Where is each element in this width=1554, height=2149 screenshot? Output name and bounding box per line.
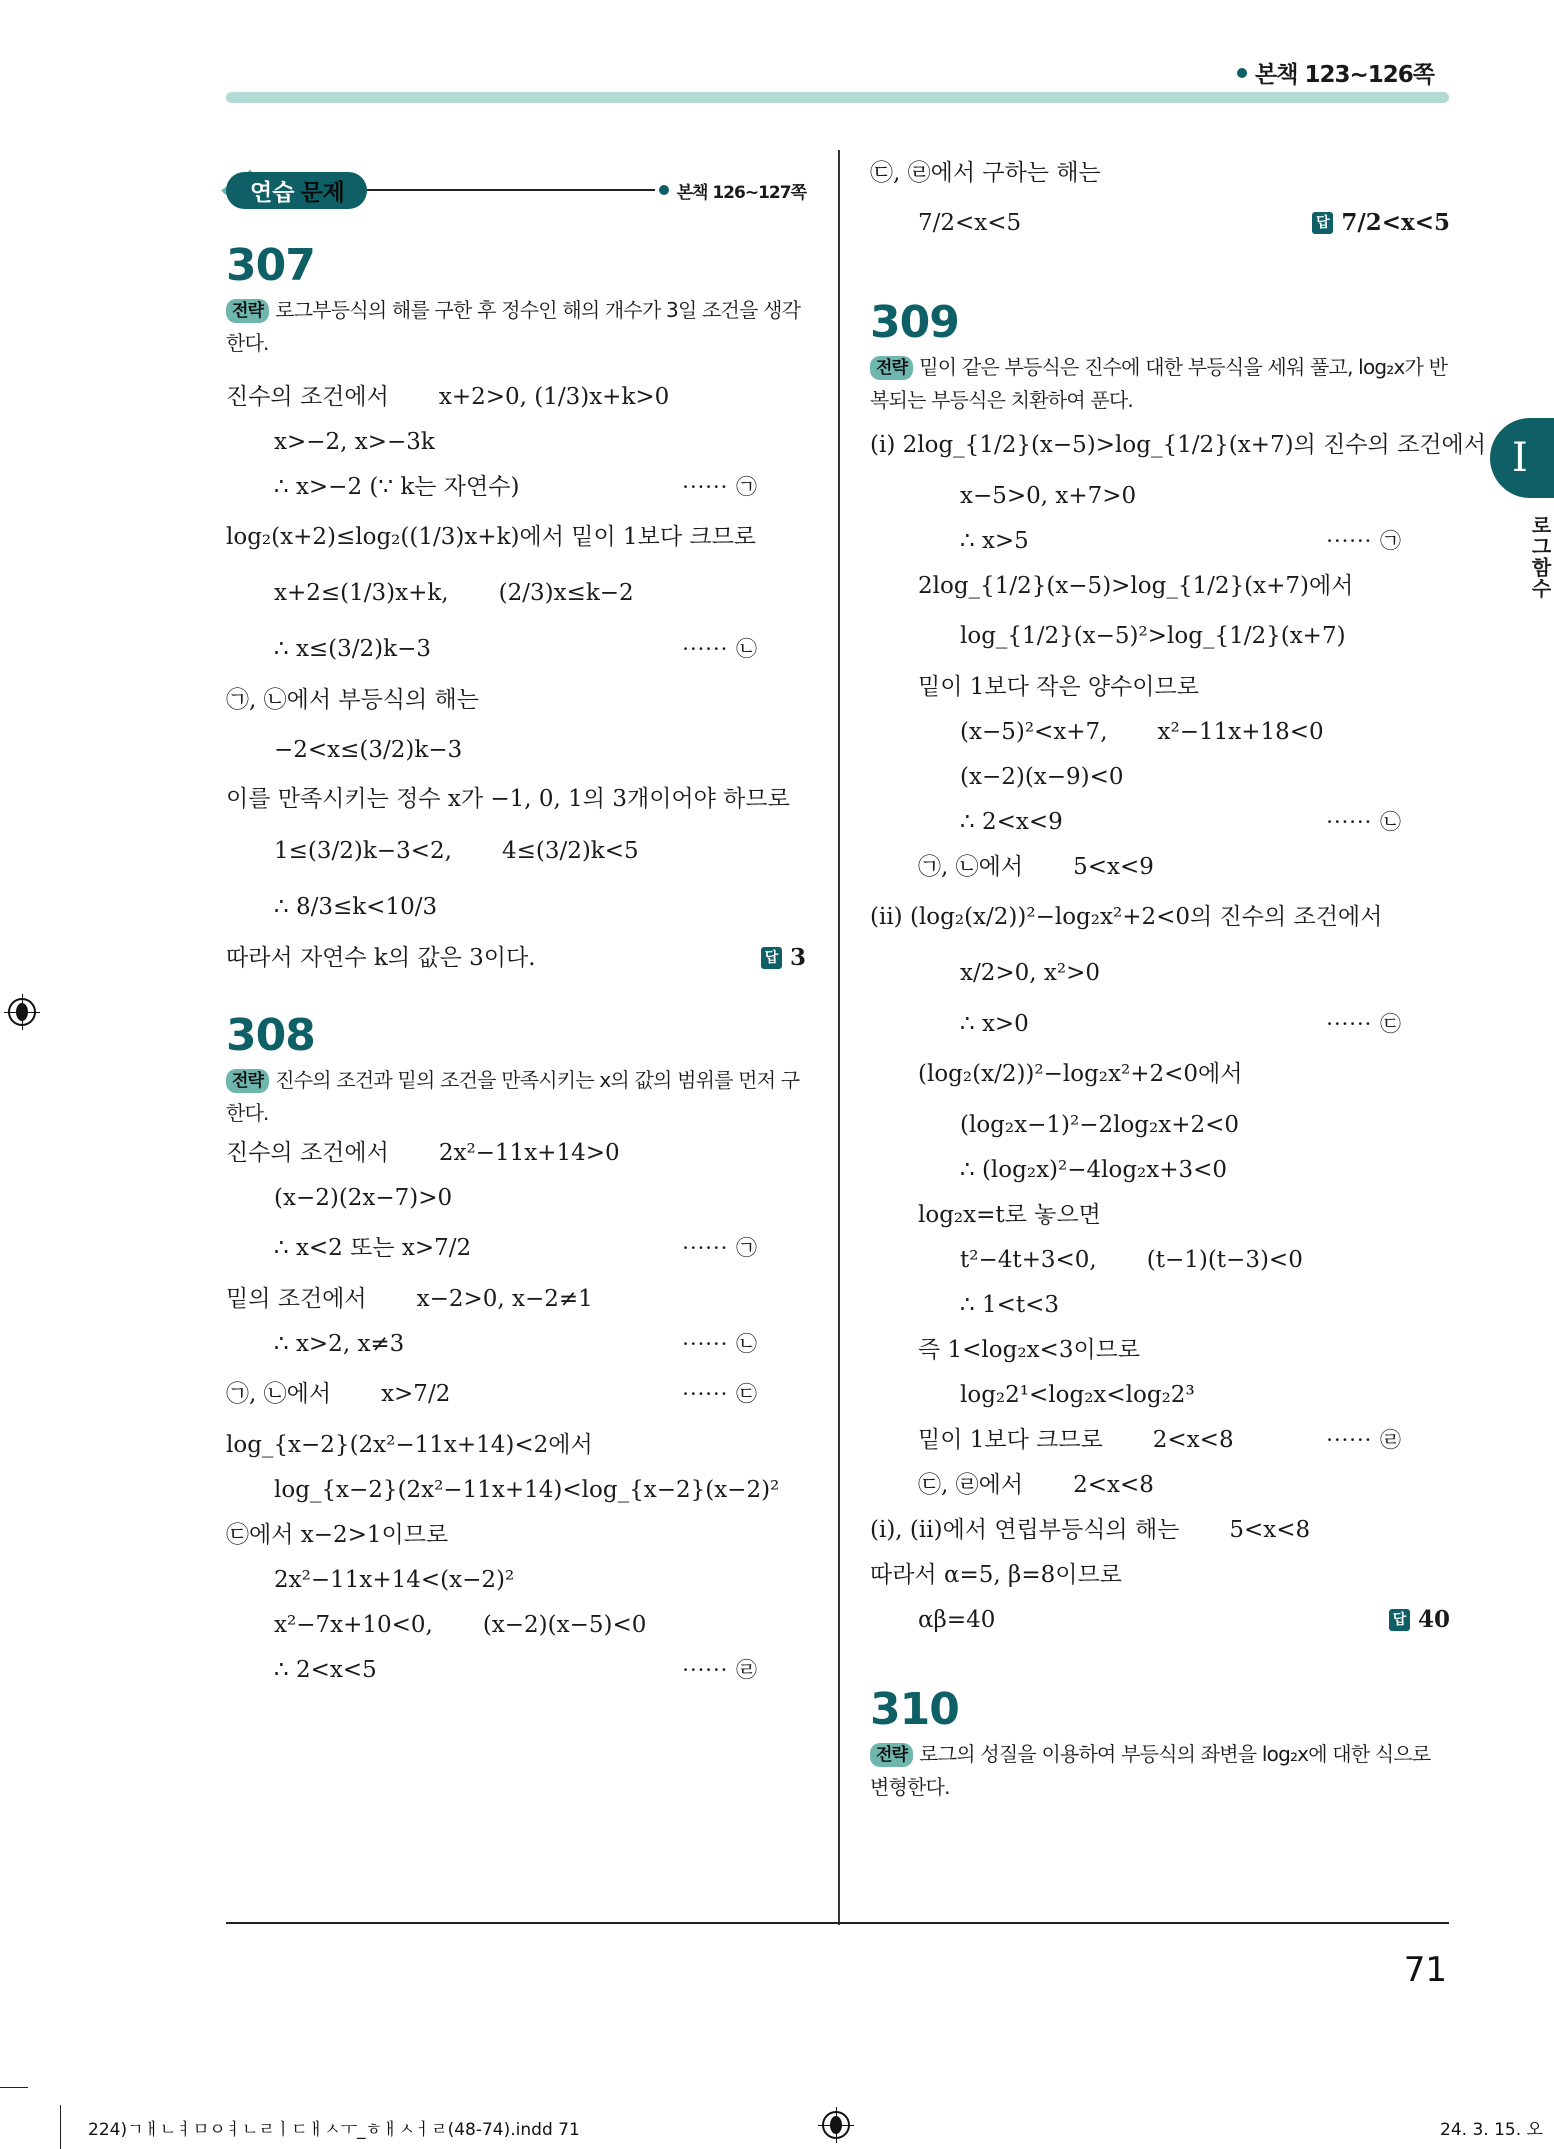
answer: 답 40: [1389, 1606, 1450, 1634]
solution-line: ㉠, ㉡에서 5<x<9: [918, 853, 1154, 880]
solution-line: 진수의 조건에서 2x²−11x+14>0: [226, 1139, 620, 1166]
solution-line: log_{x−2}(2x²−11x+14)<log_{x−2}(x−2)²: [274, 1476, 780, 1503]
solution-line: ∴ x>2, x≠3 ······ ㉡: [274, 1330, 758, 1357]
left-column: [226, 170, 806, 1692]
chapter-tab: [1490, 418, 1554, 498]
equation-marker: ······ ㉢: [1326, 1011, 1402, 1036]
problem-number: 309: [870, 297, 959, 348]
header-reference-text: 본책 123~126쪽: [1255, 62, 1434, 88]
section-banner: [226, 170, 806, 210]
solution-line: −2<x≤(3/2)k−3: [274, 737, 463, 763]
solution-line: 진수의 조건에서 x+2>0, (1/3)x+k>0: [226, 383, 670, 410]
problem-number: 310: [870, 1684, 959, 1735]
registration-mark-icon: [822, 2111, 850, 2139]
strategy-note: 전략 로그부등식의 해를 구한 후 정수인 해의 개수가 3일 조건을 생각한다.: [226, 298, 801, 355]
column-divider: [838, 150, 840, 1925]
solution-line: 즉 1<log₂x<3이므로: [918, 1336, 1141, 1363]
solution-line: (ii) (log₂(x/2))²−log₂x²+2<0의 진수의 조건에서: [870, 904, 1383, 930]
bullet-dot-icon: [659, 185, 669, 195]
solution-line: (x−2)(2x−7)>0: [274, 1184, 453, 1211]
strategy-tag: 전략: [870, 356, 913, 380]
strategy-note: 전략 진수의 조건과 밑의 조건을 만족시키는 x의 값의 범위를 먼저 구한다.: [226, 1068, 800, 1125]
solution-line: (x−2)(x−9)<0: [960, 763, 1124, 790]
bottom-rule: [226, 1922, 1449, 1924]
solution-line: (log₂x−1)²−2log₂x+2<0: [960, 1111, 1240, 1138]
solution-line: log_{1/2}(x−5)²>log_{1/2}(x+7): [960, 623, 1346, 649]
solution-line: ㉢에서 x−2>1이므로: [226, 1521, 449, 1548]
header-book-reference: [1237, 56, 1434, 89]
footer-filename: 224)ㄱㅐㄴㅕㅁㅇㅕㄴㄹㅣㄷㅐㅅㅜ_ㅎㅐㅅㅓㄹ(48-74).indd 71: [88, 2120, 580, 2140]
crop-mark: [60, 2105, 61, 2149]
solution-line: ㉢, ㉣에서 구하는 해는: [870, 159, 1101, 186]
equation-marker: ······ ㉣: [682, 1657, 758, 1682]
answer-badge: 답: [1312, 212, 1333, 234]
solution-line: x/2>0, x²>0: [960, 960, 1100, 986]
equation-marker: ······ ㉢: [682, 1382, 758, 1406]
chapter-numeral: I: [1512, 435, 1528, 481]
solution-line: αβ=40 답 40: [918, 1605, 1450, 1633]
solution-line: x>−2, x>−3k: [274, 428, 435, 455]
equation-marker: ······ ㉡: [682, 1331, 758, 1356]
solution-line: 2x²−11x+14<(x−2)²: [274, 1566, 515, 1593]
right-column: [870, 150, 1486, 1804]
section-title: 연습 문제: [226, 172, 367, 209]
equation-marker: ······ ㉠: [682, 1236, 758, 1260]
solution-line: x+2≤(1/3)x+k, (2/3)x≤k−2: [274, 580, 634, 606]
solution-line: 밑이 1보다 작은 양수이므로: [918, 673, 1199, 700]
solution-line: 이를 만족시키는 정수 x가 −1, 0, 1의 3개이어야 하므로: [226, 786, 790, 812]
answer-badge: 답: [761, 947, 782, 969]
solution-line: ∴ x<2 또는 x>7/2 ······ ㉠: [274, 1235, 758, 1261]
solution-line: 밑의 조건에서 x−2>0, x−2≠1: [226, 1285, 593, 1312]
strategy-tag: 전략: [226, 1069, 269, 1093]
solution-line: ∴ x>−2 (∵ k는 자연수) ······ ㉠: [274, 473, 758, 500]
answer: 답 7/2<x<5: [1312, 209, 1450, 237]
solution-line: log_{x−2}(2x²−11x+14)<2에서: [226, 1431, 593, 1458]
strategy-tag: 전략: [226, 299, 269, 323]
equation-marker: ······ ㉠: [1326, 528, 1402, 553]
problem-number: 307: [226, 240, 315, 291]
chapter-label: 로그함수: [1528, 515, 1552, 599]
solution-line: ∴ 8/3≤k<10/3: [274, 894, 438, 920]
solution-line: ㉠, ㉡에서 부등식의 해는: [226, 686, 479, 713]
answer-badge: 답: [1389, 1609, 1410, 1631]
solution-line: (i) 2log_{1/2}(x−5)>log_{1/2}(x+7)의 진수의 조건에서: [870, 432, 1486, 458]
solution-line: 밑이 1보다 크므로 2<x<8 ······ ㉣: [918, 1426, 1402, 1453]
strategy-note: 전략 로그의 성질을 이용하여 부등식의 좌변을 log₂x에 대한 식으로 변형한다.: [870, 1742, 1431, 1799]
solution-line: ∴ 1<t<3: [960, 1291, 1059, 1318]
section-reference: 본책 126~127쪽: [655, 178, 806, 203]
equation-marker: ······ ㉡: [1326, 809, 1402, 834]
strategy-tag: 전략: [870, 1743, 913, 1767]
solution-line: 1≤(3/2)k−3<2, 4≤(3/2)k<5: [274, 838, 639, 864]
solution-line: ∴ 2<x<5 ······ ㉣: [274, 1656, 758, 1683]
solution-line: ∴ 2<x<9 ······ ㉡: [960, 808, 1402, 835]
solution-line: ∴ x>5 ······ ㉠: [960, 527, 1402, 554]
page-number: 71: [1403, 1950, 1447, 1990]
solution-line: ∴ x>0 ······ ㉢: [960, 1010, 1402, 1037]
bullet-dot-icon: [1237, 68, 1247, 78]
answer: 답 3: [761, 944, 806, 972]
equation-marker: ······ ㉣: [1326, 1427, 1402, 1452]
solution-line: 따라서 자연수 k의 값은 3이다. 답 3: [226, 943, 806, 971]
solution-line: 따라서 α=5, β=8이므로: [870, 1561, 1122, 1588]
solution-line: ∴ x≤(3/2)k−3 ······ ㉡: [274, 636, 758, 662]
solution-line: log₂x=t로 놓으면: [918, 1201, 1101, 1228]
crop-mark: [0, 2087, 28, 2088]
problem-number: 308: [226, 1010, 315, 1061]
solution-line: ㉠, ㉡에서 x>7/2 ······ ㉢: [226, 1381, 758, 1407]
solution-line: t²−4t+3<0, (t−1)(t−3)<0: [960, 1246, 1303, 1273]
solution-line: x²−7x+10<0, (x−2)(x−5)<0: [274, 1611, 647, 1638]
solution-line: log₂2¹<log₂x<log₂2³: [960, 1381, 1195, 1408]
banner-rule: [367, 189, 655, 191]
solution-line: ∴ (log₂x)²−4log₂x+3<0: [960, 1156, 1228, 1183]
solution-line: log₂(x+2)≤log₂((1/3)x+k)에서 밑이 1보다 크므로: [226, 524, 757, 550]
solution-line: (log₂(x/2))²−log₂x²+2<0에서: [918, 1061, 1243, 1087]
solution-line: ㉢, ㉣에서 2<x<8: [918, 1471, 1154, 1498]
equation-marker: ······ ㉡: [682, 637, 758, 661]
solution-line: x−5>0, x+7>0: [960, 482, 1137, 509]
solution-line: 7/2<x<5 답 7/2<x<5: [918, 209, 1450, 236]
solution-line: (x−5)²<x+7, x²−11x+18<0: [960, 718, 1324, 745]
registration-mark-icon: [8, 998, 36, 1026]
equation-marker: ······ ㉠: [682, 474, 758, 499]
solution-line: (i), (ii)에서 연립부등식의 해는 5<x<8: [870, 1516, 1311, 1543]
solution-line: 2log_{1/2}(x−5)>log_{1/2}(x+7)에서: [918, 572, 1354, 599]
strategy-note: 전략 밑이 같은 부등식은 진수에 대한 부등식을 세워 풀고, log₂x가 반복되는 부등식은 치환하여 푼다.: [870, 355, 1448, 412]
header-bar: [226, 92, 1449, 103]
footer-date: 24. 3. 15. 오: [1440, 2120, 1543, 2140]
